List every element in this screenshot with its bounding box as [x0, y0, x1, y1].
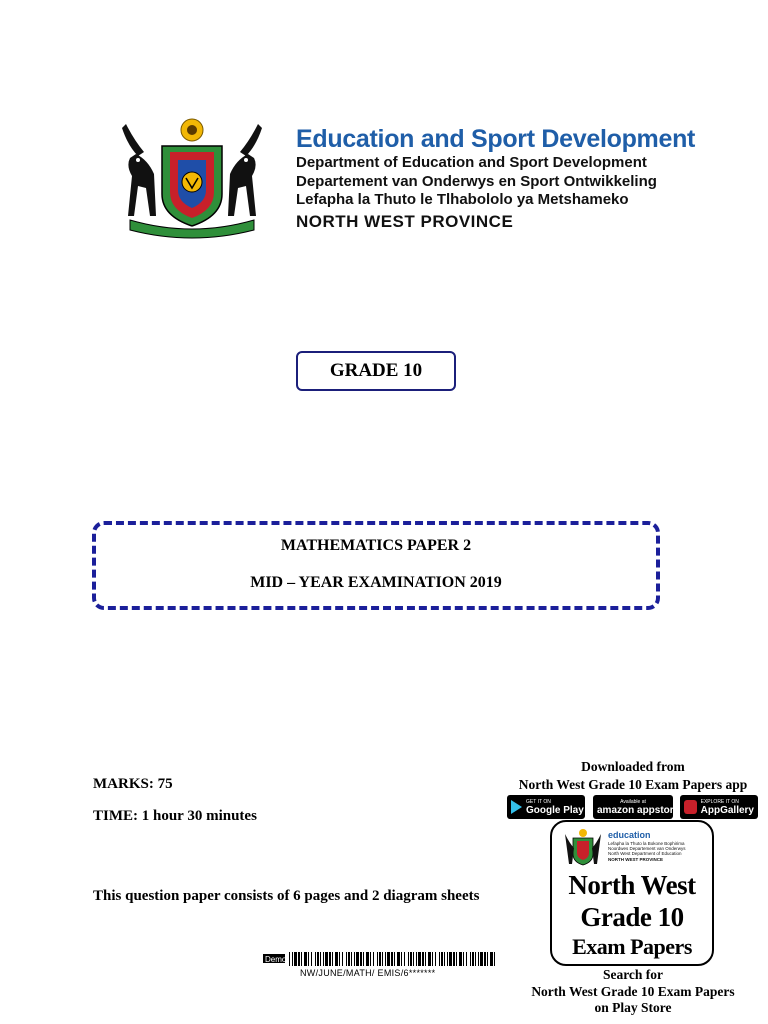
barcode-bar: [298, 952, 300, 966]
barcode-bar: [391, 952, 393, 966]
barcode-bar: [428, 952, 431, 966]
barcode-bar: [301, 952, 302, 966]
barcode-bar: [360, 952, 362, 966]
barcode-bar: [363, 952, 364, 966]
barcode-bar: [308, 952, 309, 966]
barcode-bar: [439, 952, 440, 966]
province-name: NORTH WEST PROVINCE: [296, 211, 514, 231]
barcode-bar: [418, 952, 421, 966]
barcode-bar: [480, 952, 483, 966]
barcode-bar: [339, 952, 340, 966]
ad-card-line2: Grade 10: [580, 902, 684, 932]
department-title: Education and Sport Development: [296, 125, 696, 153]
barcode-bar: [472, 952, 474, 966]
barcode-bar: [456, 952, 457, 966]
amazon-small: Available at: [620, 798, 646, 805]
barcode-bar: [466, 952, 467, 966]
barcode-bar: [435, 952, 436, 966]
barcode-bar: [413, 952, 414, 966]
barcode-bar: [379, 952, 381, 966]
ad-downloaded-from: Downloaded from: [581, 759, 685, 774]
barcode-bar: [444, 952, 445, 966]
ad-mini-line: North West Department of Education: [608, 851, 682, 857]
barcode-bar: [311, 952, 312, 966]
barcode-bar: [332, 952, 333, 966]
amazon-big: amazon appstore: [597, 804, 680, 816]
appgallery-big: AppGallery: [700, 804, 754, 816]
barcode-bar: [348, 952, 350, 966]
barcode-bar: [397, 952, 400, 966]
barcode-bar: [408, 952, 409, 966]
barcode-bar: [441, 952, 443, 966]
huawei-icon: [684, 800, 697, 814]
grade-box: GRADE 10: [296, 351, 456, 391]
barcode-bar: [366, 952, 369, 966]
barcode-bar: [387, 952, 390, 966]
barcode-bar: [484, 952, 486, 966]
barcode-bar: [315, 952, 316, 966]
play-icon: [511, 800, 522, 814]
department-line-afrikaans: Departement van Onderwys en Sport Ontwikkeling: [296, 172, 657, 190]
barcode-bar: [377, 952, 378, 966]
barcode-bar: [304, 952, 307, 966]
barcode-bar: [323, 952, 324, 966]
appgallery-small: EXPLORE IT ON: [700, 798, 739, 805]
ad-search-for: Search for: [602, 967, 664, 982]
barcode-bar: [459, 952, 462, 966]
barcode-bar: [289, 952, 290, 966]
ad-mini-line: NORTH WEST PROVINCE: [608, 856, 664, 862]
barcode-bar: [422, 952, 424, 966]
appgallery-badge[interactable]: [680, 795, 758, 819]
barcode-bar: [294, 952, 297, 966]
barcode-bar: [320, 952, 321, 966]
ad-mini-lines: [608, 841, 686, 862]
exam-title: MID – YEAR EXAMINATION 2019: [250, 574, 502, 591]
barcode-bar: [447, 952, 448, 966]
barcode-bar: [425, 952, 426, 966]
barcode-bar: [487, 952, 488, 966]
ad-mini-line: Noordwes Departement van Onderwys: [608, 846, 686, 852]
barcode-bar: [329, 952, 331, 966]
barcode-bar: [432, 952, 433, 966]
barcode-bar: [346, 952, 347, 966]
barcode-bar: [373, 952, 374, 966]
barcode-bar: [416, 952, 417, 966]
department-line-english: Department of Education and Sport Development: [296, 154, 647, 171]
google-play-big: Google Play: [526, 804, 584, 816]
amazon-appstore-badge[interactable]: [593, 795, 680, 819]
ad-search-store: on Play Store: [594, 1000, 672, 1015]
barcode-bar: [351, 952, 352, 966]
barcode-bar: [370, 952, 371, 966]
barcode-bar: [292, 952, 293, 966]
barcode-bar: [385, 952, 386, 966]
ad-search-term: North West Grade 10 Exam Papers: [531, 984, 735, 999]
barcode-bar: [401, 952, 402, 966]
barcode-demo-label: Demo: [265, 955, 287, 964]
pages-note: This question paper consists of 6 pages and 2 diagram sheets: [93, 888, 480, 904]
barcode-bar: [453, 952, 455, 966]
barcode-bar: [478, 952, 479, 966]
ad-card-line1: North West: [568, 870, 696, 900]
barcode-bar: [317, 952, 319, 966]
marks-label: MARKS: 75: [93, 776, 173, 792]
mini-crest-icon: [562, 828, 604, 868]
department-line-setswana: Lefapha la Thuto le Tlhabololo ya Metshameko: [296, 191, 629, 208]
barcode-bar: [475, 952, 476, 966]
barcode-bar: [490, 952, 493, 966]
barcode-code: NW/JUNE/MATH/ EMIS/6*******: [300, 968, 436, 978]
department-header: [296, 124, 696, 232]
ad-mini-line: Lefapha la Thuto la Bokone Bophirima: [608, 841, 685, 846]
ad-card-line3: Exam Papers: [572, 934, 692, 959]
barcode-bar: [449, 952, 452, 966]
google-play-badge[interactable]: [507, 795, 585, 819]
coat-of-arms-logo: [104, 116, 280, 242]
barcode-bar: [354, 952, 355, 966]
barcode-bar: [410, 952, 412, 966]
barcode-bar: [356, 952, 359, 966]
barcode-bar: [463, 952, 464, 966]
barcode-bar: [394, 952, 395, 966]
ad-card[interactable]: [550, 820, 714, 966]
paper-title: MATHEMATICS PAPER 2: [280, 537, 472, 554]
barcode-bar: [404, 952, 405, 966]
barcode-bar: [335, 952, 338, 966]
subject-box: [92, 521, 660, 610]
barcode-bar: [382, 952, 383, 966]
barcode-bar: [494, 952, 495, 966]
ad-mini-title: education: [608, 830, 651, 840]
time-label: TIME: 1 hour 30 minutes: [93, 808, 257, 824]
ad-app-name: North West Grade 10 Exam Papers app: [518, 777, 748, 792]
barcode-bar: [342, 952, 343, 966]
barcode-bar: [470, 952, 471, 966]
barcode-bar: [325, 952, 328, 966]
google-play-small: GET IT ON: [526, 798, 551, 805]
